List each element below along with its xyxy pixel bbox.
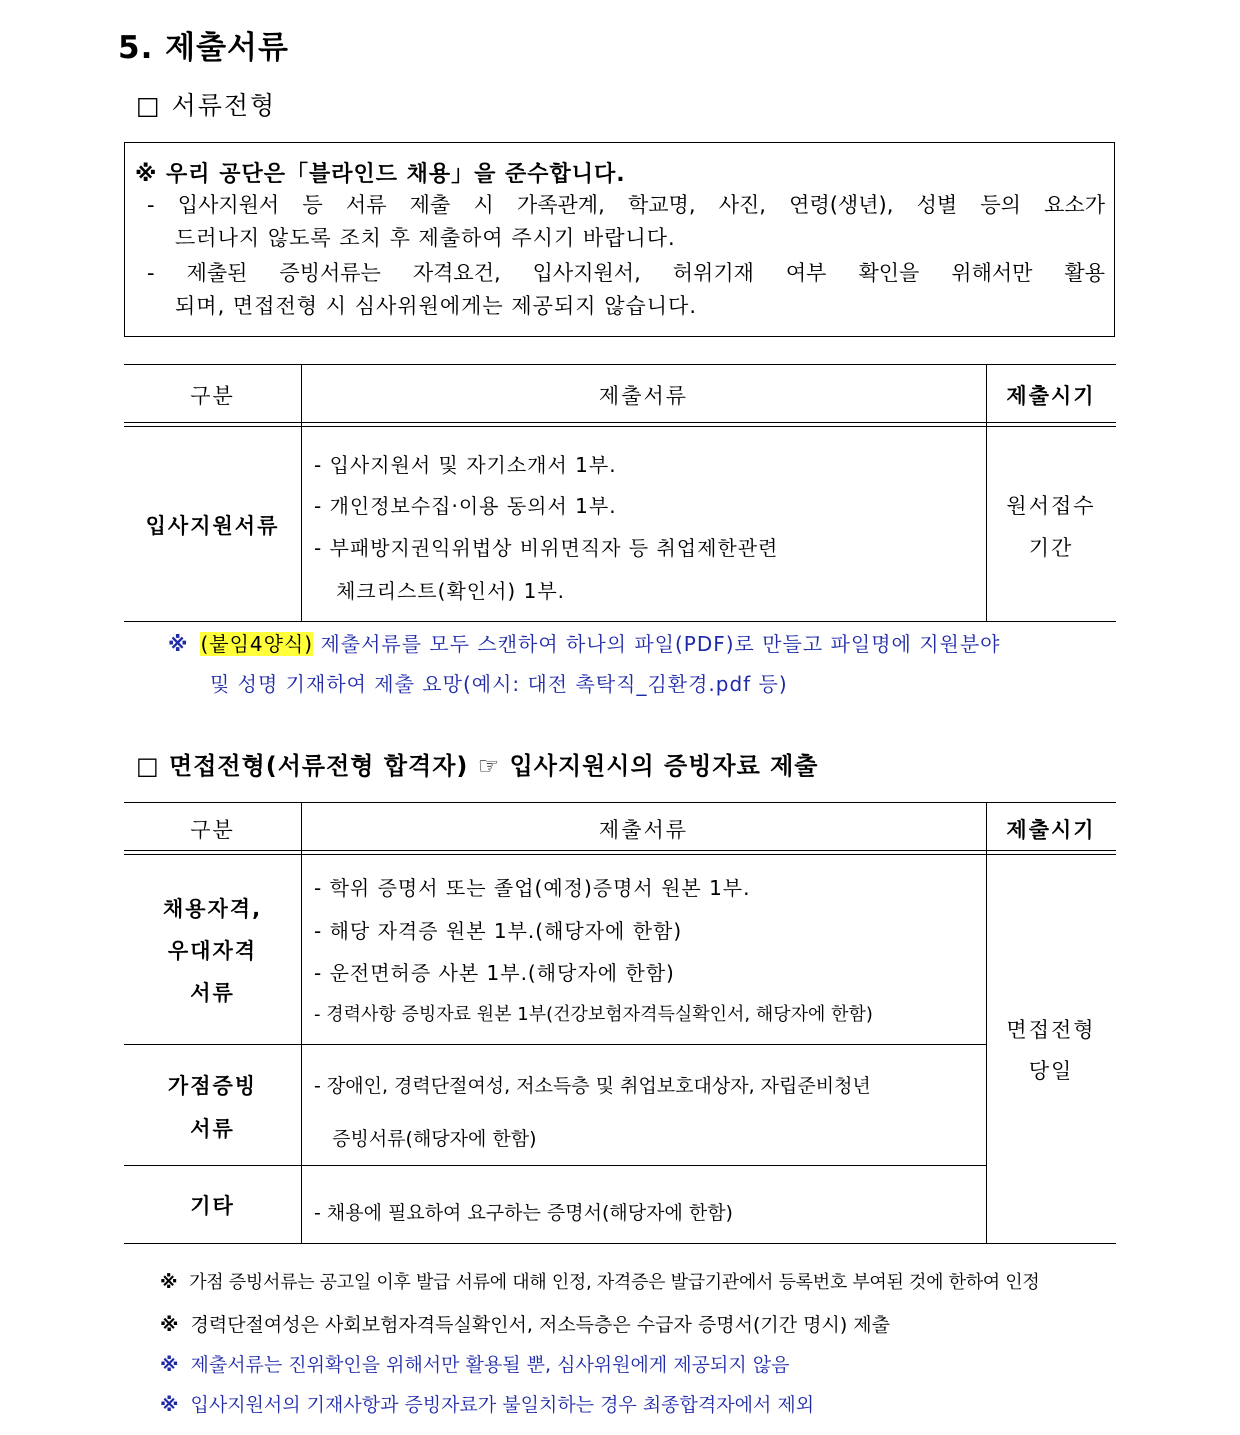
table-rule [124, 1243, 1116, 1244]
note-text: 및 성명 기재하여 제출 요망(예시: 대전 촉탁직_김환경.pdf 등) [210, 672, 788, 696]
attachment-highlight: (붙임4양식) [200, 632, 314, 656]
list-item: - 개인정보수집·이용 동의서 1부. [314, 494, 617, 518]
list-item: - 입사지원서 및 자기소개서 1부. [314, 453, 617, 477]
row-label: 서류 [190, 1117, 235, 1141]
table-rule [124, 621, 1116, 622]
interview-note [160, 1350, 789, 1377]
table-header: 구분 [190, 384, 235, 408]
interview-note [160, 1268, 1039, 1294]
table-rule [124, 422, 1116, 427]
list-item: - 부패방지권익위법상 비위면직자 등 취업제한관련 [314, 536, 779, 560]
note-text: 입사지원서의 기재사항과 증빙자료가 불일치하는 경우 최종합격자에서 제외 [190, 1394, 815, 1416]
notice-line: - 제출된 증빙서류는 자격요건, 입사지원서, 허위기재 여부 확인을 위해서만 활용 [147, 261, 1105, 285]
table-header: 제출서류 [598, 818, 689, 842]
interview-heading: □ 면접전형(서류전형 합격자) ☞ 입사지원시의 증빙자료 제출 [136, 752, 819, 780]
list-item: 체크리스트(확인서) 1부. [314, 579, 565, 603]
note-mark: ※ [160, 1394, 179, 1416]
doc-screening-heading: □ 서류전형 [136, 91, 277, 120]
note-mark: ※ [168, 632, 189, 656]
note-text: 제출서류는 진위확인을 위해서만 활용될 뿐, 심사위원에게 제공되지 않음 [190, 1354, 790, 1376]
row-label: 서류 [190, 981, 235, 1005]
list-item: - 운전면허증 사본 1부.(해당자에 한함) [314, 961, 675, 985]
table-rule [124, 1044, 986, 1045]
submission-note [168, 628, 1000, 657]
timing: 기간 [1028, 536, 1074, 560]
row-label: 우대자격 [167, 939, 258, 963]
row-label: 채용자격, [162, 897, 263, 921]
interview-note [160, 1390, 814, 1417]
note-mark: ※ [160, 1314, 179, 1336]
list-item: - 장애인, 경력단절여성, 저소득층 및 취업보호대상자, 자립준비청년 [314, 1075, 871, 1097]
table-header: 제출서류 [598, 384, 689, 408]
list-item: - 채용에 필요하여 요구하는 증명서(해당자에 한함) [314, 1202, 733, 1224]
interview-note [160, 1310, 890, 1337]
row-label: 기타 [190, 1194, 235, 1218]
list-item: - 해당 자격증 원본 1부.(해당자에 한함) [314, 919, 683, 943]
notice-line: 드러나지 않도록 조치 후 제출하여 주시기 바랍니다. [175, 226, 676, 250]
table-header: 구분 [190, 818, 235, 842]
timing: 원서접수 [1006, 494, 1096, 518]
table-header: 제출시기 [1006, 818, 1096, 842]
notice-line: - 입사지원서 등 서류 제출 시 가족관계, 학교명, 사진, 연령(생년), 성별 등의 요소가 [147, 193, 1105, 217]
table-rule [124, 850, 1116, 855]
row-label: 가점증빙 [167, 1074, 258, 1098]
timing: 면접전형 [1006, 1018, 1096, 1042]
table-rule [124, 1165, 986, 1166]
list-item: 증빙서류(해당자에 한함) [314, 1128, 537, 1150]
list-item: - 학위 증명서 또는 졸업(예정)증명서 원본 1부. [314, 876, 751, 900]
note-text: 제출서류를 모두 스캔하여 하나의 파일(PDF)로 만들고 파일명에 지원분야 [320, 632, 1001, 656]
list-item: - 경력사항 증빙자료 원본 1부(건강보험자격득실확인서, 해당자에 한함) [314, 1004, 873, 1025]
table-divider [301, 802, 302, 1243]
blind-hiring-notice-box [124, 142, 1115, 337]
note-text: 가점 증빙서류는 공고일 이후 발급 서류에 대해 인정, 자격증은 발급기관에서 등록번호 부여된 것에 한하여 인정 [189, 1272, 1040, 1293]
notice-title: ※ 우리 공단은「블라인드 채용」을 준수합니다. [135, 162, 626, 187]
note-text: 경력단절여성은 사회보험자격득실확인서, 저소득층은 수급자 증명서(기간 명시) 제출 [190, 1314, 890, 1336]
table-rule [124, 802, 1116, 803]
row-label: 입사지원서류 [145, 514, 280, 538]
timing: 당일 [1028, 1059, 1074, 1083]
notice-line: 되며, 면접전형 시 심사위원에게는 제공되지 않습니다. [175, 294, 698, 318]
table-header: 제출시기 [1006, 384, 1096, 408]
note-mark: ※ [160, 1354, 179, 1376]
section-title: 5. 제출서류 [118, 30, 289, 66]
note-mark: ※ [160, 1272, 178, 1293]
table-rule [124, 364, 1116, 365]
